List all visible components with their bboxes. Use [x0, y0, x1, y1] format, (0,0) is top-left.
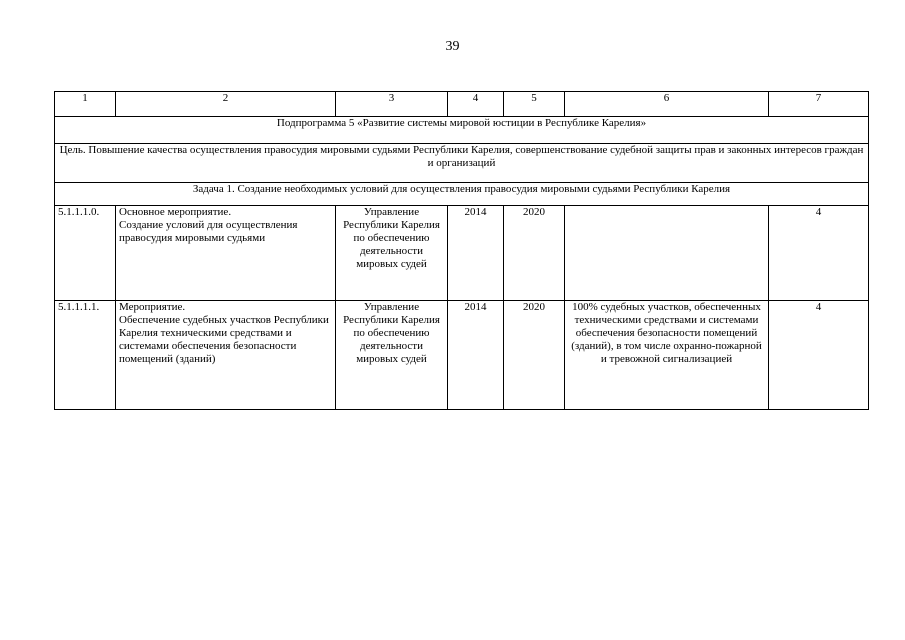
table-row: [55, 206, 869, 301]
row-result: [565, 206, 769, 301]
header-cell: 4: [448, 92, 504, 117]
row-executor: Управление Республики Карелия по обеспечению деятельности мировых судей: [336, 301, 448, 410]
row-start-year: 2014: [448, 301, 504, 410]
program-table: [54, 91, 869, 410]
row-link: 4: [769, 301, 869, 410]
subprogram-row: [55, 117, 869, 144]
row-end-year: 2020: [504, 301, 565, 410]
goal-text: Цель. Повышение качества осуществления правосудия мировыми судьями Республики Карелия, совершенствование судебной защиты прав и законных интересов граждан и организаций: [55, 144, 869, 183]
task-text: Задача 1. Создание необходимых условий для осуществления правосудия мировыми судьями Республики Карелия: [55, 183, 869, 206]
row-name: Основное мероприятие. Создание условий для осуществления правосудия мировыми судьями: [116, 206, 336, 301]
row-end-year: 2020: [504, 206, 565, 301]
subprogram-title: Подпрограмма 5 «Развитие системы мировой юстиции в Республике Карелия»: [55, 117, 869, 144]
goal-row: [55, 144, 869, 183]
row-start-year: 2014: [448, 206, 504, 301]
row-code: 5.1.1.1.0.: [55, 206, 116, 301]
header-cell: 5: [504, 92, 565, 117]
task-row: [55, 183, 869, 206]
row-code: 5.1.1.1.1.: [55, 301, 116, 410]
row-name: Мероприятие. Обеспечение судебных участков Республики Карелия техническими средствами и системами обеспечения безопасности помещений (зданий): [116, 301, 336, 410]
row-link: 4: [769, 206, 869, 301]
table-row: [55, 301, 869, 410]
row-executor: Управление Республики Карелия по обеспечению деятельности мировых судей: [336, 206, 448, 301]
header-cell: 6: [565, 92, 769, 117]
row-result: 100% судебных участков, обеспеченных техническими средствами и системами обеспечения безопасности помещений (зданий), в том числе охранно-пожарной и тревожной сигнализацией: [565, 301, 769, 410]
header-row: [55, 92, 869, 117]
header-cell: 1: [55, 92, 116, 117]
header-cell: 2: [116, 92, 336, 117]
header-cell: 3: [336, 92, 448, 117]
page-number: 39: [445, 39, 460, 54]
header-cell: 7: [769, 92, 869, 117]
